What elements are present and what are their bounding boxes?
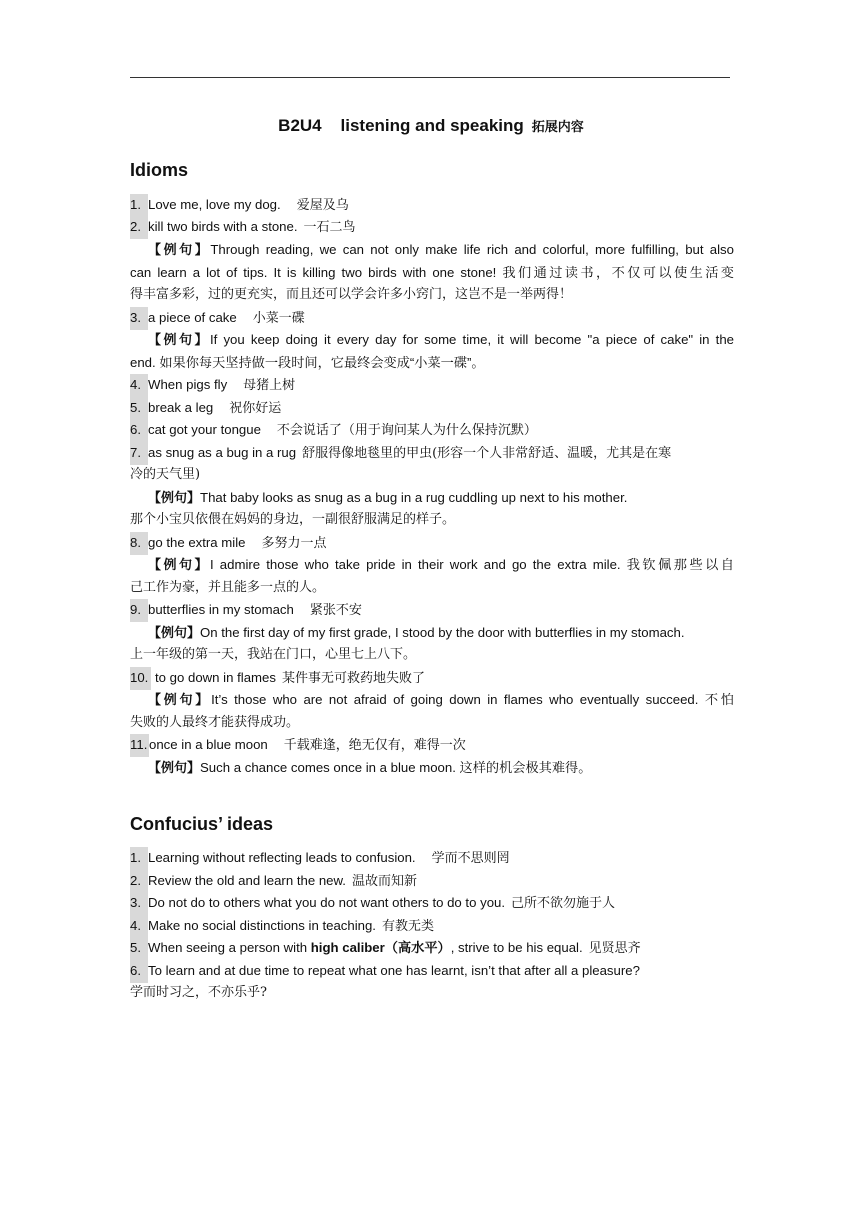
idiom-item-3 <box>130 307 734 331</box>
item-number: 6. <box>130 419 148 442</box>
idea-chinese: 己所不欲勿施于人 <box>511 896 616 911</box>
idea-english: Review the old and learn the new. <box>148 873 346 888</box>
item-number: 4. <box>130 374 148 397</box>
idiom-item-6 <box>130 419 734 443</box>
confucius-heading: Confucius’ ideas <box>130 814 274 834</box>
example-label: 【例句】 <box>148 761 201 776</box>
idea-chinese: 有教无类 <box>381 919 434 934</box>
item-number: 1. <box>130 847 148 870</box>
idiom-english: When pigs fly <box>148 377 228 392</box>
idiom-item-11 <box>130 734 734 758</box>
idiom-english: to go down in flames <box>155 670 276 685</box>
confucius-item-6 <box>130 960 734 983</box>
header-rule <box>130 77 730 78</box>
item-number: 4. <box>130 915 148 938</box>
example-text: I admire those who take pride in their work and go the extra mile. 我钦佩那些以自 <box>209 557 734 572</box>
idiom-item-1 <box>130 194 734 218</box>
idiom-chinese: 小菜一碟 <box>252 311 305 326</box>
title-chinese: 拓展内容 <box>531 120 584 135</box>
item-number: 2. <box>130 870 148 893</box>
idea-english-bold: high caliber（高水平） <box>310 940 451 955</box>
idiom-english: butterflies in my stomach <box>148 602 294 617</box>
idea-chinese: 见贤思齐 <box>588 941 641 956</box>
example-line: end. 如果你每天坚持做一段时间，它最终会变成“小菜一碟”。 <box>130 355 485 370</box>
idiom-english: as snug as a bug in a rug <box>148 445 297 460</box>
idiom-chinese: 母猪上树 <box>243 378 296 393</box>
idiom-english: cat got your tongue <box>148 422 261 437</box>
example-text: Such a chance comes once in a blue moon. 这样的机会极其难得。 <box>200 760 592 775</box>
idiom-chinese: 紧张不安 <box>309 603 362 618</box>
example-line: 己工作为豪，并且能多一点的人。 <box>130 580 326 595</box>
item-number: 10. <box>130 667 151 690</box>
example-line: 那个小宝贝依偎在妈妈的身边，一副很舒服满足的样子。 <box>130 512 456 527</box>
idiom-chinese-continued: 冷的天气里) <box>130 467 201 482</box>
example-line <box>130 622 752 646</box>
item-number: 5. <box>130 397 148 420</box>
idiom-item-9 <box>130 599 734 623</box>
item-number: 6. <box>130 960 148 983</box>
item-number: 1. <box>130 194 148 217</box>
idiom-chinese: 一石二鸟 <box>303 220 356 235</box>
example-label: 【例句】 <box>148 693 212 708</box>
example-line <box>130 689 734 713</box>
document-title <box>130 116 732 136</box>
idea-english: Make no social distinctions in teaching. <box>148 918 376 933</box>
item-number: 3. <box>130 307 148 330</box>
idiom-item-5 <box>130 397 734 421</box>
item-number: 9. <box>130 599 148 622</box>
idiom-item-7 <box>130 442 734 466</box>
idiom-english: break a leg <box>148 400 214 415</box>
confucius-item-2 <box>130 870 734 894</box>
example-text: Through reading, we can not only make life rich and colorful, more fulfilling, but also <box>210 242 734 257</box>
example-line <box>130 554 734 578</box>
idiom-english: go the extra mile <box>148 535 246 550</box>
idiom-item-2 <box>130 216 734 240</box>
example-text: On the first day of my first grade, I stood by the door with butterflies in my stomach. <box>200 625 685 640</box>
idea-english-post: , strive to be his equal. <box>450 940 583 955</box>
example-line: can learn a lot of tips. It is killing two birds with one stone! 我们通过读书，不仅可以使生活变 <box>130 265 734 280</box>
idiom-chinese: 爱屋及乌 <box>296 198 349 213</box>
example-line: 失败的人最终才能获得成功。 <box>130 715 300 730</box>
example-line: 得丰富多彩，过的更充实，而且还可以学会许多小窍门，这岂不是一举两得！ <box>130 287 573 302</box>
confucius-item-4 <box>130 915 734 939</box>
example-label: 【例句】 <box>148 491 201 506</box>
idea-chinese: 温故而知新 <box>351 874 417 889</box>
idiom-chinese: 某件事无可救药地失败了 <box>281 671 425 686</box>
idea-chinese: 学而时习之，不亦乐乎? <box>130 985 267 1000</box>
idiom-english: once in a blue moon <box>149 737 268 752</box>
example-line <box>130 487 752 511</box>
example-line <box>130 757 752 781</box>
idiom-item-8 <box>130 532 734 556</box>
idiom-chinese: 不会说话了（用于询问某人为什么保持沉默） <box>276 423 537 438</box>
example-text: It’s those who are not afraid of going down in flames who eventually succeed. 不怕 <box>211 692 734 707</box>
item-number: 5. <box>130 937 148 960</box>
idiom-chinese: 多努力一点 <box>261 536 327 551</box>
example-text: That baby looks as snug as a bug in a rug cuddling up next to his mother. <box>200 490 628 505</box>
example-label: 【例句】 <box>148 558 210 573</box>
idea-english: Learning without reflecting leads to confusion. <box>148 850 416 865</box>
item-number: 8. <box>130 532 148 555</box>
idiom-item-4 <box>130 374 734 398</box>
confucius-item-5 <box>130 937 734 961</box>
example-line <box>130 239 734 263</box>
example-label: 【例句】 <box>148 333 210 348</box>
idioms-heading: Idioms <box>130 160 189 180</box>
example-line: 上一年级的第一天，我站在门口，心里七上八下。 <box>130 647 417 662</box>
idiom-english: Love me, love my dog. <box>148 197 281 212</box>
idea-chinese: 学而不思则罔 <box>431 851 510 866</box>
example-text: If you keep doing it every day for some time, it will become "a piece of cake" in the <box>209 332 734 347</box>
idiom-english: kill two birds with a stone. <box>148 219 298 234</box>
idea-english: Do not do to others what you do not want others to do to you. <box>148 895 506 910</box>
example-line <box>130 329 734 353</box>
idiom-english: a piece of cake <box>148 310 237 325</box>
example-label: 【例句】 <box>148 243 211 258</box>
item-number: 7. <box>130 442 148 465</box>
idiom-item-10 <box>130 667 734 691</box>
example-label: 【例句】 <box>148 626 201 641</box>
idea-english-pre: When seeing a person with <box>148 940 311 955</box>
idea-english: To learn and at due time to repeat what one has learnt, isn’t that after all a pleasure? <box>148 963 640 978</box>
confucius-item-1 <box>130 847 734 871</box>
idiom-chinese: 千载难逢，绝无仅有，难得一次 <box>283 738 466 753</box>
item-number: 3. <box>130 892 148 915</box>
item-number: 2. <box>130 216 148 239</box>
idiom-chinese: 祝你好运 <box>229 401 282 416</box>
item-number: 11. <box>130 734 149 757</box>
confucius-item-3 <box>130 892 734 916</box>
title-english: B2U4 listening and speaking <box>278 116 524 135</box>
idiom-chinese: 舒服得像地毯里的甲虫(形容一个人非常舒适、温暖，尤其是在寒 <box>302 446 672 461</box>
